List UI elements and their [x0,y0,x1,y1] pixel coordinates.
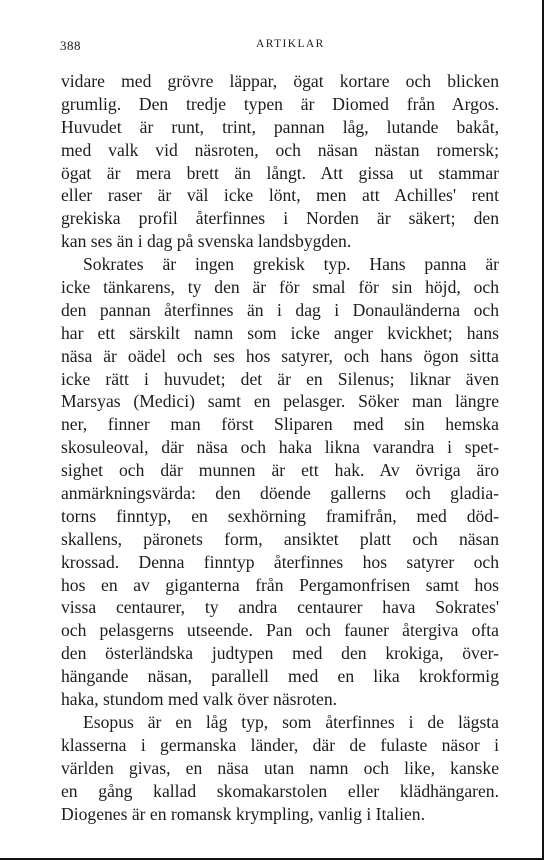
text-line: har ett särskilt namn som icke anger kvickhet; hans [61,322,499,343]
text-line: klasserna i germanska länder, där de fulaste näsor i [61,734,499,755]
text-line: skallens, päronets form, ansiktet platt och näsan [61,528,499,549]
text-line: världen givas, en näsa utan namn och like, kanske [61,757,499,778]
text-line: icke rätt i huvudet; det är en Silenus; liknar även [61,368,499,389]
body-text [61,70,499,825]
text-line: krossad. Denna finntyp återfinnes hos satyrer och [61,551,499,572]
text-line: eller raser är väl icke lönt, men att Achilles' rent [61,185,499,206]
paragraph-start: Sokrates är ingen grekisk typ. Hans panna är [83,254,499,275]
text-line: icke tänkarens, ty den är för smal för sin höjd, och [61,277,499,298]
text-line: torns finntyp, en sexhörning framifrån, med död- [61,505,499,526]
text-line: med valk vid näsroten, och näsan nästan romersk; [61,139,499,160]
text-line: vissa centaurer, ty andra centaurer hava Sokrates' [61,597,499,618]
text-line: haka, stundom med valk över näsroten. [61,689,338,710]
text-line: grekiska profil återfinnes i Norden är säkert; den [61,208,499,229]
text-line: sighet och där munnen är ett hak. Av övriga äro [61,460,499,481]
text-line: ner, finner man först Sliparen med sin hemska [61,414,499,435]
page-number: 388 [60,38,81,53]
text-line: Diogenes är en romansk krympling, vanlig i Italien. [61,803,426,824]
text-line: den pannan återfinnes än i dag i Donauländerna och [61,299,499,320]
text-line: anmärkningsvärda: den döende gallerns och gladia- [61,483,499,504]
text-line: och pelasgerns utseende. Pan och fauner återgiva ofta [61,620,499,641]
text-line: Huvudet är runt, trint, pannan låg, lutande bakåt, [61,116,499,137]
running-title: ARTIKLAR [256,38,325,50]
text-line: kan ses än i dag på svenska landsbygden. [61,231,352,252]
running-header [60,38,530,54]
text-line: hos en av giganterna från Pergamonfrisen samt hos [61,574,499,595]
text-line: den österländska judtypen med den krokiga, över- [61,643,499,664]
text-line: näsa är oädel och ses hos satyrer, och hans ögon sitta [61,345,499,366]
text-line: ögat är mera brett än långt. Att gissa ut stammar [61,162,499,183]
text-line: skosuleoval, där näsa och haka likna varandra i spet- [61,437,499,458]
paragraph-start: Esopus är en låg typ, som återfinnes i de lägsta [83,711,499,732]
text-line: vidare med grövre läppar, ögat kortare och blicken [61,71,499,91]
text-line: grumlig. Den tredje typen är Diomed från Argos. [61,93,499,114]
text-line: Marsyas (Medici) samt en pelasger. Söker man längre [61,391,499,412]
text-line: hängande näsan, parallell med en lika krokformig [61,666,499,687]
text-line: en gång kallad skomakarstolen eller klädhängaren. [61,780,499,801]
